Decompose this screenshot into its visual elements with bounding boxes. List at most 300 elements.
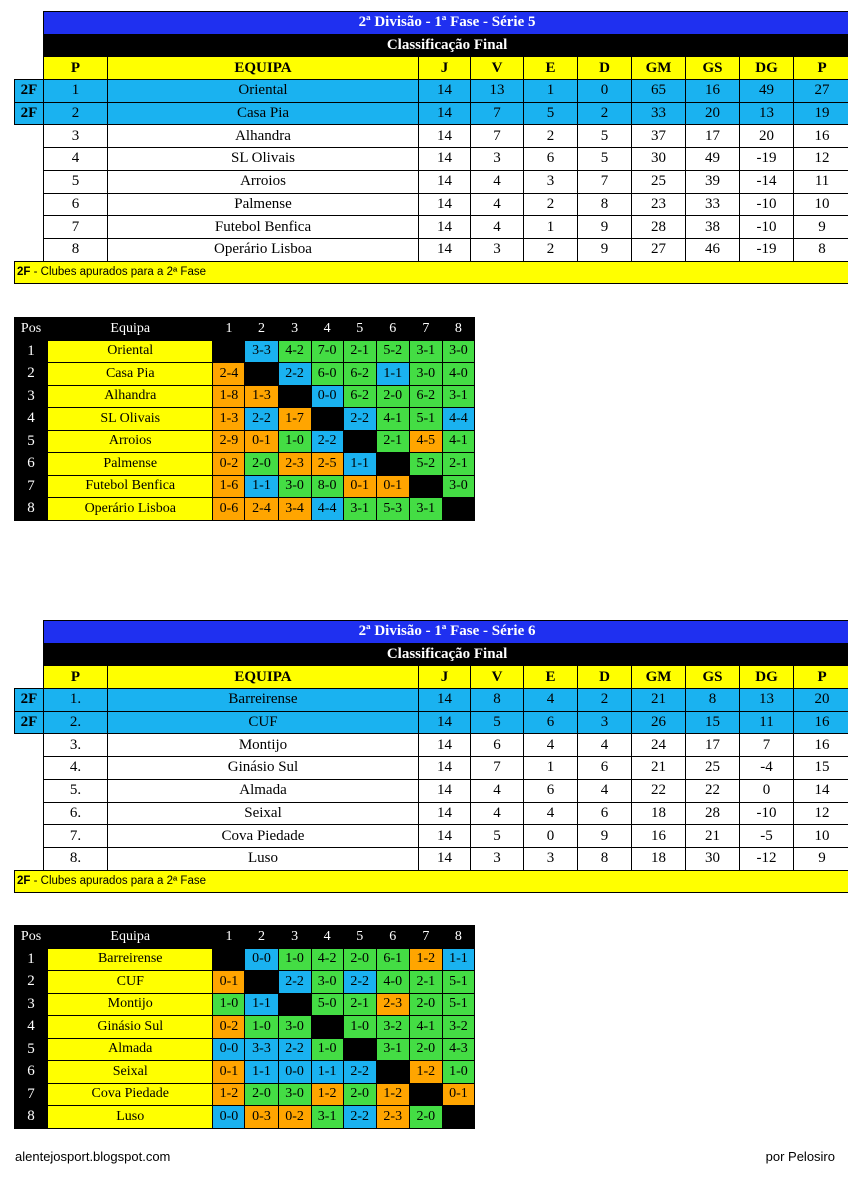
self-match-cell: [278, 993, 311, 1016]
team-name-cell: Operário Lisboa: [48, 498, 213, 521]
result-cell: 0-2: [213, 1016, 245, 1039]
self-match-cell: [245, 363, 278, 386]
legend-code: 2F: [17, 266, 31, 279]
result-cell: 3-0: [409, 363, 442, 386]
self-match-cell: [442, 498, 474, 521]
footer-author: por Pelosiro: [765, 1149, 835, 1164]
spacer: [15, 621, 44, 644]
result-cell: 2-2: [343, 1106, 376, 1129]
result-cell: 4-5: [409, 430, 442, 453]
stat-cell: 8: [578, 193, 632, 216]
position-cell: 5: [15, 1038, 48, 1061]
matrix-row: [15, 498, 475, 521]
result-cell: 7-0: [311, 340, 343, 363]
stat-cell: 3: [578, 711, 632, 734]
table-title: 2ª Divisão - 1ª Fase - Série 6: [44, 621, 848, 644]
stat-cell: 14: [419, 102, 471, 125]
position-cell: 1: [15, 948, 48, 971]
stat-cell: 0: [578, 80, 632, 103]
stat-cell: 16: [794, 711, 848, 734]
result-cell: 1-0: [311, 1038, 343, 1061]
result-cell: 2-5: [311, 453, 343, 476]
stat-cell: 6: [524, 779, 578, 802]
result-cell: 2-1: [409, 971, 442, 994]
column-header: V: [471, 57, 524, 80]
matrix-row: [15, 1106, 475, 1129]
result-cell: 8-0: [311, 475, 343, 498]
stat-cell: 4: [471, 193, 524, 216]
stat-cell: 8: [471, 689, 524, 712]
stat-cell: 1: [524, 757, 578, 780]
stat-cell: 20: [740, 125, 794, 148]
stat-cell: 11: [740, 711, 794, 734]
stat-cell: 14: [419, 80, 471, 103]
result-cell: 6-1: [376, 948, 409, 971]
stat-cell: 22: [686, 779, 740, 802]
self-match-cell: [442, 1106, 474, 1129]
table-row: [15, 193, 848, 216]
matrix-header-cell: 1: [213, 926, 245, 949]
stat-cell: 23: [632, 193, 686, 216]
matrix-header-cell: 3: [278, 318, 311, 341]
result-cell: 6-2: [343, 363, 376, 386]
result-cell: 1-3: [213, 408, 245, 431]
stat-cell: 20: [686, 102, 740, 125]
stat-cell: 14: [419, 148, 471, 171]
stat-cell: 16: [794, 734, 848, 757]
position-cell: 3: [15, 993, 48, 1016]
column-header: DG: [740, 666, 794, 689]
stat-cell: 10: [794, 193, 848, 216]
result-cell: 1-1: [245, 993, 278, 1016]
stat-cell: 2: [524, 193, 578, 216]
result-cell: 1-1: [245, 475, 278, 498]
stat-cell: 4: [524, 734, 578, 757]
result-cell: 4-0: [442, 363, 474, 386]
stat-cell: 17: [686, 125, 740, 148]
matrix-header-cell: 4: [311, 318, 343, 341]
matrix-header-row: [15, 318, 475, 341]
self-match-cell: [409, 1083, 442, 1106]
column-header: EQUIPA: [108, 57, 419, 80]
stat-cell: 25: [686, 757, 740, 780]
stat-cell: 14: [419, 193, 471, 216]
team-name-cell: Luso: [108, 847, 419, 870]
stat-cell: -19: [740, 148, 794, 171]
result-cell: 1-1: [311, 1061, 343, 1084]
result-cell: 2-4: [213, 363, 245, 386]
stat-cell: 14: [419, 125, 471, 148]
stat-cell: 25: [632, 170, 686, 193]
result-cell: 3-1: [311, 1106, 343, 1129]
result-cell: 4-3: [442, 1038, 474, 1061]
stat-cell: 9: [794, 216, 848, 239]
stat-cell: 33: [686, 193, 740, 216]
result-cell: 6-0: [311, 363, 343, 386]
result-cell: 1-1: [376, 363, 409, 386]
result-cell: 1-2: [409, 948, 442, 971]
result-cell: 5-1: [442, 971, 474, 994]
team-name-cell: Casa Pia: [48, 363, 213, 386]
team-name-cell: Seixal: [108, 802, 419, 825]
stat-cell: 18: [632, 847, 686, 870]
result-cell: 5-2: [409, 453, 442, 476]
team-name-cell: Alhandra: [48, 385, 213, 408]
matrix-row: [15, 1038, 475, 1061]
footer-source: alentejosport.blogspot.com: [15, 1149, 171, 1164]
spacer: [15, 643, 44, 666]
result-cell: 4-4: [442, 408, 474, 431]
qualification-tag: [15, 757, 44, 780]
stat-cell: 27: [794, 80, 848, 103]
team-name-cell: Ginásio Sul: [48, 1016, 213, 1039]
stat-cell: 14: [419, 170, 471, 193]
result-cell: 2-2: [311, 430, 343, 453]
team-name-cell: SL Olivais: [108, 148, 419, 171]
stat-cell: 6: [578, 802, 632, 825]
result-cell: 1-2: [376, 1083, 409, 1106]
qualification-tag: 2F: [15, 80, 44, 103]
stat-cell: 4: [471, 779, 524, 802]
stat-cell: 4: [524, 689, 578, 712]
stat-cell: 18: [632, 802, 686, 825]
result-cell: 2-4: [245, 498, 278, 521]
matrix-row: [15, 948, 475, 971]
result-cell: 3-0: [311, 971, 343, 994]
result-cell: 3-2: [442, 1016, 474, 1039]
stat-cell: 4: [471, 216, 524, 239]
result-cell: 2-3: [376, 993, 409, 1016]
team-name-cell: Futebol Benfica: [108, 216, 419, 239]
position-cell: 5.: [44, 779, 108, 802]
stat-cell: 4: [578, 734, 632, 757]
column-header: P: [44, 57, 108, 80]
stat-cell: 9: [578, 216, 632, 239]
qualification-tag: [15, 847, 44, 870]
position-cell: 8: [44, 238, 108, 261]
result-cell: 4-1: [376, 408, 409, 431]
stat-cell: 2: [524, 125, 578, 148]
result-cell: 1-0: [278, 948, 311, 971]
matrix-row: [15, 385, 475, 408]
standings-table-serie5: [14, 11, 848, 284]
matrix-header-cell: 6: [376, 318, 409, 341]
matrix-row: [15, 430, 475, 453]
stat-cell: 4: [578, 779, 632, 802]
column-header: GM: [632, 57, 686, 80]
self-match-cell: [343, 430, 376, 453]
self-match-cell: [278, 385, 311, 408]
stat-cell: 30: [686, 847, 740, 870]
stat-cell: 6: [524, 711, 578, 734]
result-cell: 0-3: [245, 1106, 278, 1129]
stat-cell: 5: [471, 825, 524, 848]
position-cell: 6: [44, 193, 108, 216]
result-cell: 2-2: [343, 971, 376, 994]
qualification-tag: [15, 734, 44, 757]
result-cell: 0-0: [278, 1061, 311, 1084]
matrix-header-cell: Equipa: [48, 926, 213, 949]
stat-cell: 14: [794, 779, 848, 802]
team-name-cell: Luso: [48, 1106, 213, 1129]
stat-cell: -10: [740, 193, 794, 216]
matrix-row: [15, 453, 475, 476]
stat-cell: 21: [632, 689, 686, 712]
stat-cell: 15: [686, 711, 740, 734]
table-row: [15, 102, 848, 125]
result-cell: 2-9: [213, 430, 245, 453]
table-row: [15, 802, 848, 825]
result-cell: 6-2: [343, 385, 376, 408]
position-cell: 2: [15, 971, 48, 994]
result-cell: 3-2: [376, 1016, 409, 1039]
team-name-cell: CUF: [48, 971, 213, 994]
table-row: [15, 689, 848, 712]
result-cell: 2-2: [343, 408, 376, 431]
matrix-row: [15, 340, 475, 363]
team-name-cell: Futebol Benfica: [48, 475, 213, 498]
stat-cell: 27: [632, 238, 686, 261]
team-name-cell: Arroios: [48, 430, 213, 453]
column-header: J: [419, 57, 471, 80]
stat-cell: 4: [524, 802, 578, 825]
legend-text: - Clubes apurados para a 2ª Fase: [30, 266, 206, 279]
result-cell: 2-1: [442, 453, 474, 476]
result-cell: 1-2: [409, 1061, 442, 1084]
legend-note: [15, 870, 848, 893]
result-cell: 3-1: [376, 1038, 409, 1061]
result-cell: 3-1: [442, 385, 474, 408]
stat-cell: 33: [632, 102, 686, 125]
result-cell: 5-3: [376, 498, 409, 521]
stat-cell: 4: [471, 170, 524, 193]
qualification-tag: 2F: [15, 102, 44, 125]
standings-table-serie6: [14, 620, 848, 893]
stat-cell: 4: [471, 802, 524, 825]
stat-cell: 13: [471, 80, 524, 103]
stat-cell: 7: [578, 170, 632, 193]
matrix-header-cell: 4: [311, 926, 343, 949]
table-row: [15, 238, 848, 261]
result-cell: 0-0: [213, 1038, 245, 1061]
team-name-cell: Operário Lisboa: [108, 238, 419, 261]
results-matrix-serie5: [14, 317, 475, 521]
team-name-cell: Arroios: [108, 170, 419, 193]
result-cell: 1-6: [213, 475, 245, 498]
result-cell: 3-0: [278, 1083, 311, 1106]
self-match-cell: [245, 971, 278, 994]
result-cell: 2-1: [376, 430, 409, 453]
matrix-header-cell: 5: [343, 926, 376, 949]
matrix-row: [15, 1061, 475, 1084]
legend-code: 2F: [17, 875, 31, 888]
result-cell: 2-0: [343, 948, 376, 971]
stat-cell: 3: [471, 847, 524, 870]
table-title: 2ª Divisão - 1ª Fase - Série 5: [44, 12, 848, 35]
stat-cell: 28: [632, 216, 686, 239]
stat-cell: 0: [740, 779, 794, 802]
spacer: [15, 34, 44, 57]
matrix-row: [15, 1083, 475, 1106]
stat-cell: 8: [578, 847, 632, 870]
result-cell: 1-2: [213, 1083, 245, 1106]
column-header: V: [471, 666, 524, 689]
table-row: [15, 757, 848, 780]
spacer: [15, 666, 44, 689]
qualification-tag: [15, 170, 44, 193]
team-name-cell: Ginásio Sul: [108, 757, 419, 780]
table-row: [15, 80, 848, 103]
result-cell: 3-0: [278, 1016, 311, 1039]
qualification-tag: [15, 238, 44, 261]
result-cell: 5-1: [409, 408, 442, 431]
result-cell: 1-1: [343, 453, 376, 476]
qualification-tag: [15, 825, 44, 848]
stat-cell: 3: [524, 170, 578, 193]
stat-cell: 30: [632, 148, 686, 171]
result-cell: 0-1: [442, 1083, 474, 1106]
stat-cell: 14: [419, 238, 471, 261]
result-cell: 2-2: [278, 1038, 311, 1061]
team-name-cell: Palmense: [108, 193, 419, 216]
qualification-tag: [15, 216, 44, 239]
result-cell: 3-1: [409, 498, 442, 521]
stat-cell: 7: [471, 102, 524, 125]
team-name-cell: Cova Piedade: [48, 1083, 213, 1106]
qualification-tag: [15, 802, 44, 825]
result-cell: 2-1: [343, 340, 376, 363]
position-cell: 6.: [44, 802, 108, 825]
stat-cell: 14: [419, 802, 471, 825]
result-cell: 6-2: [409, 385, 442, 408]
result-cell: 1-2: [311, 1083, 343, 1106]
position-cell: 1: [15, 340, 48, 363]
stat-cell: 3: [524, 847, 578, 870]
table-row: [15, 847, 848, 870]
team-name-cell: Barreirense: [108, 689, 419, 712]
result-cell: 0-1: [343, 475, 376, 498]
stat-cell: 13: [740, 689, 794, 712]
team-name-cell: Barreirense: [48, 948, 213, 971]
position-cell: 2: [44, 102, 108, 125]
column-header: E: [524, 57, 578, 80]
stat-cell: 14: [419, 711, 471, 734]
stat-cell: 7: [740, 734, 794, 757]
self-match-cell: [213, 340, 245, 363]
stat-cell: 2: [524, 238, 578, 261]
stat-cell: 5: [578, 148, 632, 171]
result-cell: 5-2: [376, 340, 409, 363]
self-match-cell: [213, 948, 245, 971]
team-name-cell: Alhandra: [108, 125, 419, 148]
matrix-header-cell: 8: [442, 318, 474, 341]
results-matrix-serie6: [14, 925, 475, 1129]
self-match-cell: [376, 1061, 409, 1084]
column-header: P: [794, 57, 848, 80]
result-cell: 0-0: [245, 948, 278, 971]
column-header: P: [794, 666, 848, 689]
self-match-cell: [311, 1016, 343, 1039]
matrix-row: [15, 1016, 475, 1039]
result-cell: 0-1: [376, 475, 409, 498]
stat-cell: 3: [471, 238, 524, 261]
stat-cell: 14: [419, 216, 471, 239]
result-cell: 2-0: [343, 1083, 376, 1106]
position-cell: 3: [15, 385, 48, 408]
result-cell: 3-4: [278, 498, 311, 521]
team-name-cell: Casa Pia: [108, 102, 419, 125]
stat-cell: 15: [794, 757, 848, 780]
spacer: [15, 12, 44, 35]
stat-cell: 16: [794, 125, 848, 148]
result-cell: 4-2: [278, 340, 311, 363]
stat-cell: -19: [740, 238, 794, 261]
stat-cell: 14: [419, 734, 471, 757]
stat-cell: 6: [524, 148, 578, 171]
team-name-cell: CUF: [108, 711, 419, 734]
team-name-cell: Palmense: [48, 453, 213, 476]
matrix-header-cell: Pos: [15, 926, 48, 949]
position-cell: 7.: [44, 825, 108, 848]
stat-cell: 9: [578, 238, 632, 261]
result-cell: 2-1: [343, 993, 376, 1016]
result-cell: 0-0: [311, 385, 343, 408]
position-cell: 6: [15, 1061, 48, 1084]
stat-cell: -14: [740, 170, 794, 193]
stat-cell: 7: [471, 757, 524, 780]
column-header: GM: [632, 666, 686, 689]
result-cell: 4-4: [311, 498, 343, 521]
qualification-tag: 2F: [15, 711, 44, 734]
result-cell: 1-1: [245, 1061, 278, 1084]
result-cell: 0-0: [213, 1106, 245, 1129]
table-subtitle: Classificação Final: [44, 643, 848, 666]
result-cell: 0-6: [213, 498, 245, 521]
qualification-tag: [15, 148, 44, 171]
stat-cell: 14: [419, 689, 471, 712]
stat-cell: 1: [524, 80, 578, 103]
position-cell: 3: [44, 125, 108, 148]
result-cell: 1-7: [278, 408, 311, 431]
result-cell: 2-0: [409, 1106, 442, 1129]
table-subtitle: Classificação Final: [44, 34, 848, 57]
table-row: [15, 734, 848, 757]
column-header: P: [44, 666, 108, 689]
stat-cell: 17: [686, 734, 740, 757]
result-cell: 2-0: [409, 1038, 442, 1061]
table-row: [15, 825, 848, 848]
self-match-cell: [376, 453, 409, 476]
stat-cell: 5: [578, 125, 632, 148]
stat-cell: -10: [740, 216, 794, 239]
stat-cell: 20: [794, 689, 848, 712]
result-cell: 0-1: [213, 971, 245, 994]
matrix-header-cell: Equipa: [48, 318, 213, 341]
team-name-cell: Seixal: [48, 1061, 213, 1084]
matrix-header-cell: 2: [245, 318, 278, 341]
result-cell: 4-2: [311, 948, 343, 971]
stat-cell: 21: [632, 757, 686, 780]
column-header: DG: [740, 57, 794, 80]
result-cell: 2-0: [245, 1083, 278, 1106]
column-header: D: [578, 57, 632, 80]
stat-cell: 22: [632, 779, 686, 802]
matrix-row: [15, 993, 475, 1016]
stat-cell: 9: [794, 847, 848, 870]
table-row: [15, 711, 848, 734]
stat-cell: 2: [578, 689, 632, 712]
stat-cell: 46: [686, 238, 740, 261]
